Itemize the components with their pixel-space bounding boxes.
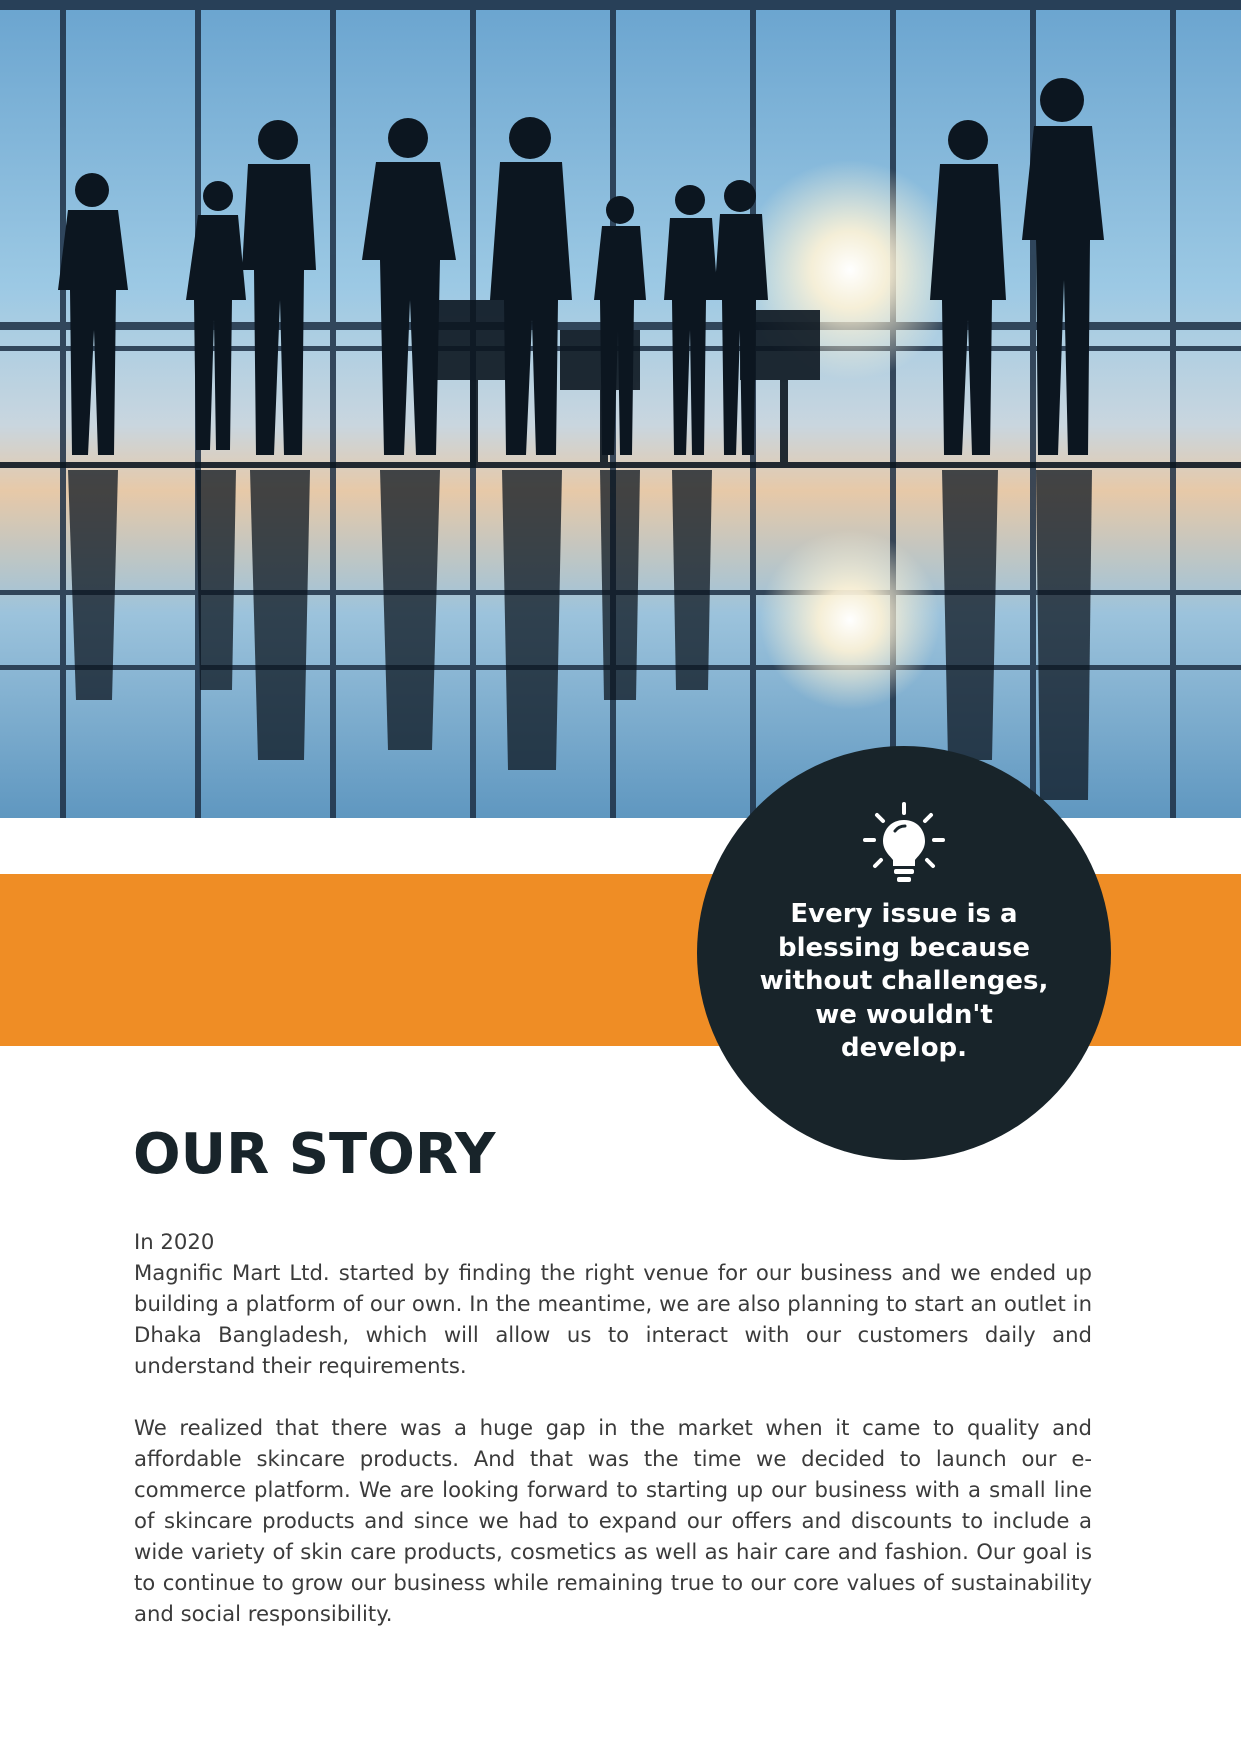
- people-silhouettes: [58, 78, 1104, 455]
- sun-reflection: [760, 530, 940, 710]
- story-paragraph-2: We realized that there was a huge gap in the market when it came to quality and affordable skincare products. And that was the time we decided to launch our e-commerce platform. We are looking forward to starting up our business with a small line of skincare products and since we had to expand our offers and discounts to include a wide variety of skin care products, cosmetics as well as hair care and fashion. Our goal is to continue to grow our business while remaining true to our core values of sustainability and social responsibility.: [134, 1415, 1092, 1626]
- hero-illustration: [0, 0, 1241, 818]
- story-year: In 2020: [134, 1229, 215, 1254]
- hero-image: [0, 0, 1241, 818]
- story-paragraph-1: Magnific Mart Ltd. started by finding the right venue for our business and we ended up building a platform of our own. In the meantime, we are also planning to start an outlet in Dhaka Bangladesh, which will allow us to interact with our customers daily and understand their requirements.: [134, 1260, 1092, 1378]
- quote-badge: [697, 746, 1111, 1160]
- lightbulb-icon: [859, 800, 949, 890]
- story-body: [134, 1226, 1092, 1629]
- badge-quote: Every issue is a blessing because without challenges, we wouldn't develop.: [759, 899, 1049, 1063]
- story-title: OUR STORY: [133, 1122, 496, 1187]
